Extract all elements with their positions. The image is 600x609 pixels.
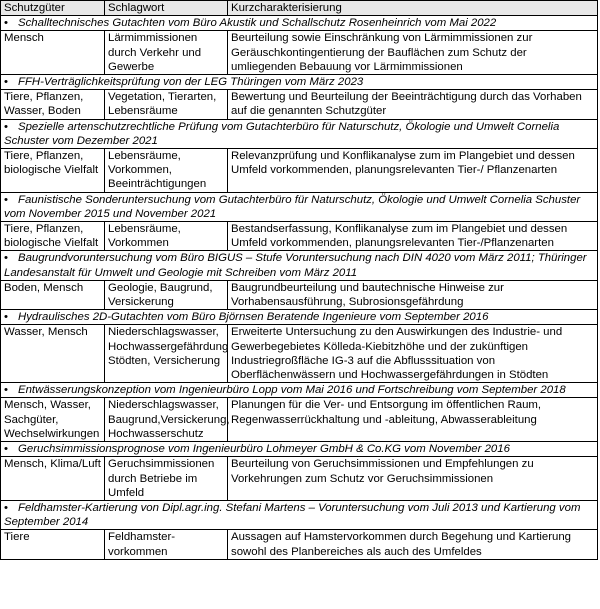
section-title-row <box>1 251 598 280</box>
cell-schlagwort: Niederschlagswasser, Hochwassergefährdung Stödten, Versicherung <box>105 325 228 383</box>
section-title: • Feldhamster-Kartierung von Dipl.agr.ing. Stefani Martens – Voruntersuchung vom Juli 2013 und Kartierung vom September 2014 <box>1 500 598 529</box>
cell-kurzcharakterisierung: Relevanzprüfung und Konflikanalyse zum im Plangebiet und dessen Umfeld vorkommenden, planungsrelevanten Tier-/ Pflanzenarten <box>228 149 598 193</box>
bullet-icon: • <box>4 443 8 456</box>
cell-schlagwort: Geruchsimmissionen durch Betriebe im Umfeld <box>105 457 228 501</box>
section-title: • Spezielle artenschutzrechtliche Prüfung vom Gutachterbüro für Naturschutz, Ökologie und Umwelt Cornelia Schuster vom Dezember 2021 <box>1 119 598 148</box>
cell-schutzgueter: Tiere, Pflanzen, biologische Vielfalt <box>1 149 105 193</box>
table-row <box>1 90 598 119</box>
section-title: • Faunistische Sonderuntersuchung vom Gutachterbüro für Naturschutz, Ökologie und Umwelt Cornelia Schuster vom November 2015 und November 2021 <box>1 192 598 221</box>
section-title: • Entwässerungskonzeption vom Ingenieurbüro Lopp vom Mai 2016 und Fortschreibung vom September 2018 <box>1 383 598 398</box>
bullet-icon: • <box>4 17 8 30</box>
cell-kurzcharakterisierung: Beurteilung von Geruchsimmissionen und Empfehlungen zu Vorkehrungen zum Schutz vor Geruchsimmissionen <box>228 457 598 501</box>
cell-schutzgueter: Tiere <box>1 530 105 559</box>
header-schutzgueter: Schutzgüter <box>1 1 105 16</box>
table-row <box>1 325 598 383</box>
section-title-row <box>1 310 598 325</box>
bullet-icon: • <box>4 252 8 265</box>
cell-schutzgueter: Mensch, Wasser, Sachgüter, Wechselwirkungen <box>1 398 105 442</box>
cell-schutzgueter: Mensch, Klima/Luft <box>1 457 105 501</box>
cell-kurzcharakterisierung: Bewertung und Beurteilung der Beeinträchtigung durch das Vorhaben auf die genannten Schutzgüter <box>228 90 598 119</box>
section-title: • Hydraulisches 2D-Gutachten vom Büro Björnsen Beratende Ingenieure vom September 2016 <box>1 310 598 325</box>
cell-schlagwort: Niederschlagswasser, Baugrund,Versickerung, Hochwasserschutz <box>105 398 228 442</box>
cell-schlagwort: Geologie, Baugrund, Versickerung <box>105 280 228 309</box>
bullet-icon: • <box>4 384 8 397</box>
section-title-row <box>1 192 598 221</box>
cell-schlagwort: Feldhamster-vorkommen <box>105 530 228 559</box>
header-kurzcharakterisierung: Kurzcharakterisierung <box>228 1 598 16</box>
cell-schlagwort: Vegetation, Tierarten, Lebensräume <box>105 90 228 119</box>
section-title: • Baugrundvoruntersuchung vom Büro BIGUS – Stufe Voruntersuchung nach DIN 4020 vom März 2011; Thüringer Landesanstalt für Umwelt und Geologie mit Schreiben vom März 2011 <box>1 251 598 280</box>
cell-kurzcharakterisierung: Erweiterte Untersuchung zu den Auswirkungen des Industrie- und Gewerbegebietes Kölleda-Kiebitzhöhe und der zukünftigen Industriegroßfläche IG-3 auf die Abflusssituation von Oberflächenwässern und Hochwassergefährdungen in Stödten <box>228 325 598 383</box>
bullet-icon: • <box>4 120 8 133</box>
table-row <box>1 280 598 309</box>
cell-schutzgueter: Tiere, Pflanzen, Wasser, Boden <box>1 90 105 119</box>
section-title: • FFH-Verträglichkeitsprüfung von der LEG Thüringen vom März 2023 <box>1 75 598 90</box>
section-title-row <box>1 442 598 457</box>
table-header-row <box>1 1 598 16</box>
cell-schlagwort: Lebensräume, Vorkommen <box>105 222 228 251</box>
bullet-icon: • <box>4 76 8 89</box>
section-title: • Schalltechnisches Gutachten vom Büro Akustik und Schallschutz Rosenheinrich vom Mai 2022 <box>1 16 598 31</box>
table-row <box>1 149 598 193</box>
table-row <box>1 457 598 501</box>
section-title-row <box>1 16 598 31</box>
cell-schutzgueter: Wasser, Mensch <box>1 325 105 383</box>
cell-kurzcharakterisierung: Beurteilung sowie Einschränkung von Lärmimmissionen zur Geräuschkontingentierung der Bauflächen zum Schutz der umliegenden Bebauung vor Lärmimmissionen <box>228 31 598 75</box>
cell-schlagwort: Lebensräume, Vorkommen, Beeinträchtigungen <box>105 149 228 193</box>
cell-schutzgueter: Mensch <box>1 31 105 75</box>
bullet-icon: • <box>4 193 8 206</box>
cell-schutzgueter: Boden, Mensch <box>1 280 105 309</box>
section-title-row <box>1 75 598 90</box>
header-schlagwort: Schlagwort <box>105 1 228 16</box>
cell-schlagwort: Lärmimmissionen durch Verkehr und Gewerbe <box>105 31 228 75</box>
section-title-row <box>1 383 598 398</box>
table-row <box>1 222 598 251</box>
cell-kurzcharakterisierung: Planungen für die Ver- und Entsorgung im öffentlichen Raum, Regenwasserrückhaltung und -ableitung, Abwasserableitung <box>228 398 598 442</box>
table-row <box>1 530 598 559</box>
section-title: • Geruchsimmissionsprognose vom Ingenieurbüro Lohmeyer GmbH & Co.KG vom November 2016 <box>1 442 598 457</box>
cell-schutzgueter: Tiere, Pflanzen, biologische Vielfalt <box>1 222 105 251</box>
cell-kurzcharakterisierung: Baugrundbeurteilung und bautechnische Hinweise zur Vorhabensausführung, Subrosionsgefährdung <box>228 280 598 309</box>
table-row <box>1 31 598 75</box>
bullet-icon: • <box>4 311 8 324</box>
section-title-row <box>1 500 598 529</box>
section-title-row <box>1 119 598 148</box>
cell-kurzcharakterisierung: Aussagen auf Hamstervorkommen durch Begehung und Kartierung sowohl des Planbereiches als auch des Umfeldes <box>228 530 598 559</box>
cell-kurzcharakterisierung: Bestandserfassung, Konflikanalyse zum im Plangebiet und dessen Umfeld vorkommenden, planungsrelevanten Tier-/Pflanzenarten <box>228 222 598 251</box>
bullet-icon: • <box>4 501 8 514</box>
table-row <box>1 398 598 442</box>
